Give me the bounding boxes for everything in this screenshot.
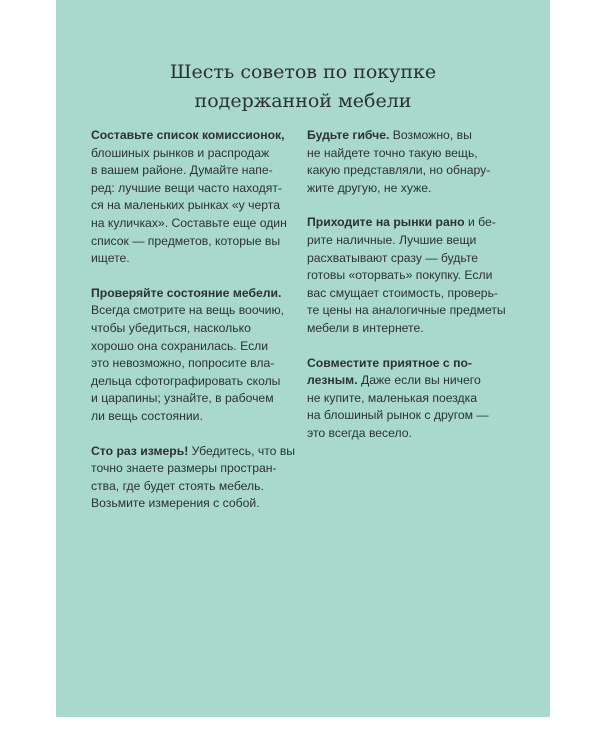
tip-text: Всегда смотрите на вещь воочию, [91,303,285,318]
tip-line [91,215,305,233]
tip-line [91,460,305,478]
tip-heading: Будьте гибче. [307,128,390,142]
tip-line [307,214,523,232]
tip-line [307,250,523,268]
tip-text: ли вещь состоянии. [91,408,203,423]
tip-text: готовы «оторвать» покупку. Если [307,268,493,283]
tips-panel [56,0,550,717]
tip-line [91,162,305,180]
tip-line [91,320,305,338]
tip-line [307,355,523,373]
tip-heading: Составьте список комиссионок, [91,128,285,142]
tip-line [307,267,523,285]
right-tip-1 [307,127,523,197]
tip-text: Убедитесь, что вы [188,443,296,458]
tip-text: и царапины; узнайте, в рабочем [91,391,274,406]
tip-text: на куличках». Составьте еще один [91,215,287,230]
tip-line [91,373,305,391]
tip-text: точно знаете размеры простран- [91,461,277,476]
tip-line [307,232,523,250]
tip-text: не купите, маленькая поездка [307,390,478,405]
left-tip-1 [91,127,305,268]
tip-line [91,355,305,373]
tip-line [91,127,305,145]
tip-line [307,145,523,163]
tip-line [307,372,523,390]
tip-text: Даже если вы ничего [357,373,481,388]
tip-line [91,338,305,356]
tip-text: расхватывают сразу — будьте [307,250,479,265]
tip-heading: Проверяйте состояние мебели. [91,285,282,300]
tip-text: жите другую, не хуже. [307,180,432,195]
tip-text: вас смущает стоимость, проверь- [307,285,498,300]
tip-line [91,250,305,268]
tip-line [307,285,523,303]
left-tip-2 [91,285,305,426]
tip-text: хорошо она сохранилась. Если [91,338,269,353]
right-tip-3 [307,355,523,443]
title-line-2: подержанной мебели [194,90,412,112]
tip-line [91,495,305,513]
tip-text: какую представляли, но обнару- [307,163,491,178]
tip-line [91,233,305,251]
left-column [91,127,305,530]
tip-line [307,162,523,180]
tip-text: список — предметов, которые вы [91,233,281,248]
tip-line [91,390,305,408]
tip-text: чтобы убедиться, насколько [91,320,251,335]
tip-line [307,390,523,408]
tip-line [307,302,523,320]
tip-line [91,478,305,496]
tip-line [91,408,305,426]
tip-text: ищете. [91,251,130,266]
tip-text: блошиных рынков и распродаж [91,145,270,160]
page-title [56,58,550,116]
tip-line [307,127,523,145]
tip-line [91,145,305,163]
tip-heading: Приходите на рынки рано [307,215,465,230]
left-tip-3 [91,443,305,513]
tip-text: рите наличные. Лучшие вещи [307,232,477,247]
tip-heading: Сто раз измерь! [91,443,189,458]
tip-text: мебели в интернете. [307,320,424,335]
right-tip-2 [307,214,523,337]
tip-line [91,197,305,215]
tip-line [91,302,305,320]
tip-text: в вашем районе. Думайте напе- [91,163,273,178]
tip-text: ся на маленьких рынках «у черта [91,198,280,213]
tip-line [91,443,305,461]
tip-heading: лезным. [307,373,358,388]
tip-line [91,180,305,198]
tip-line [307,320,523,338]
tip-text: на блошиный рынок с другом — [307,408,489,423]
tip-text: ред: лучшие вещи часто находят- [91,180,282,195]
tip-line [307,180,523,198]
tip-text: это невозможно, попросите вла- [91,356,275,371]
tip-text: ства, где будет стоять мебель. [91,478,264,493]
tip-text: Возьмите измерения с собой. [91,496,260,511]
right-column [307,127,523,460]
tip-text: не найдете точно такую вещь, [307,145,478,160]
tip-text: Возможно, вы [389,128,472,142]
title-line-1: Шесть советов по покупке [169,61,437,83]
tip-heading: Совместите приятное с по- [307,355,472,370]
tip-line [307,407,523,425]
tip-line [307,425,523,443]
tip-text: те цены на аналогичные предметы [307,303,506,318]
tip-line [91,285,305,303]
tip-text: это всегда весело. [307,425,412,440]
tip-text: и бе- [464,215,496,230]
tip-text: дельца сфотографировать сколы [91,373,281,388]
